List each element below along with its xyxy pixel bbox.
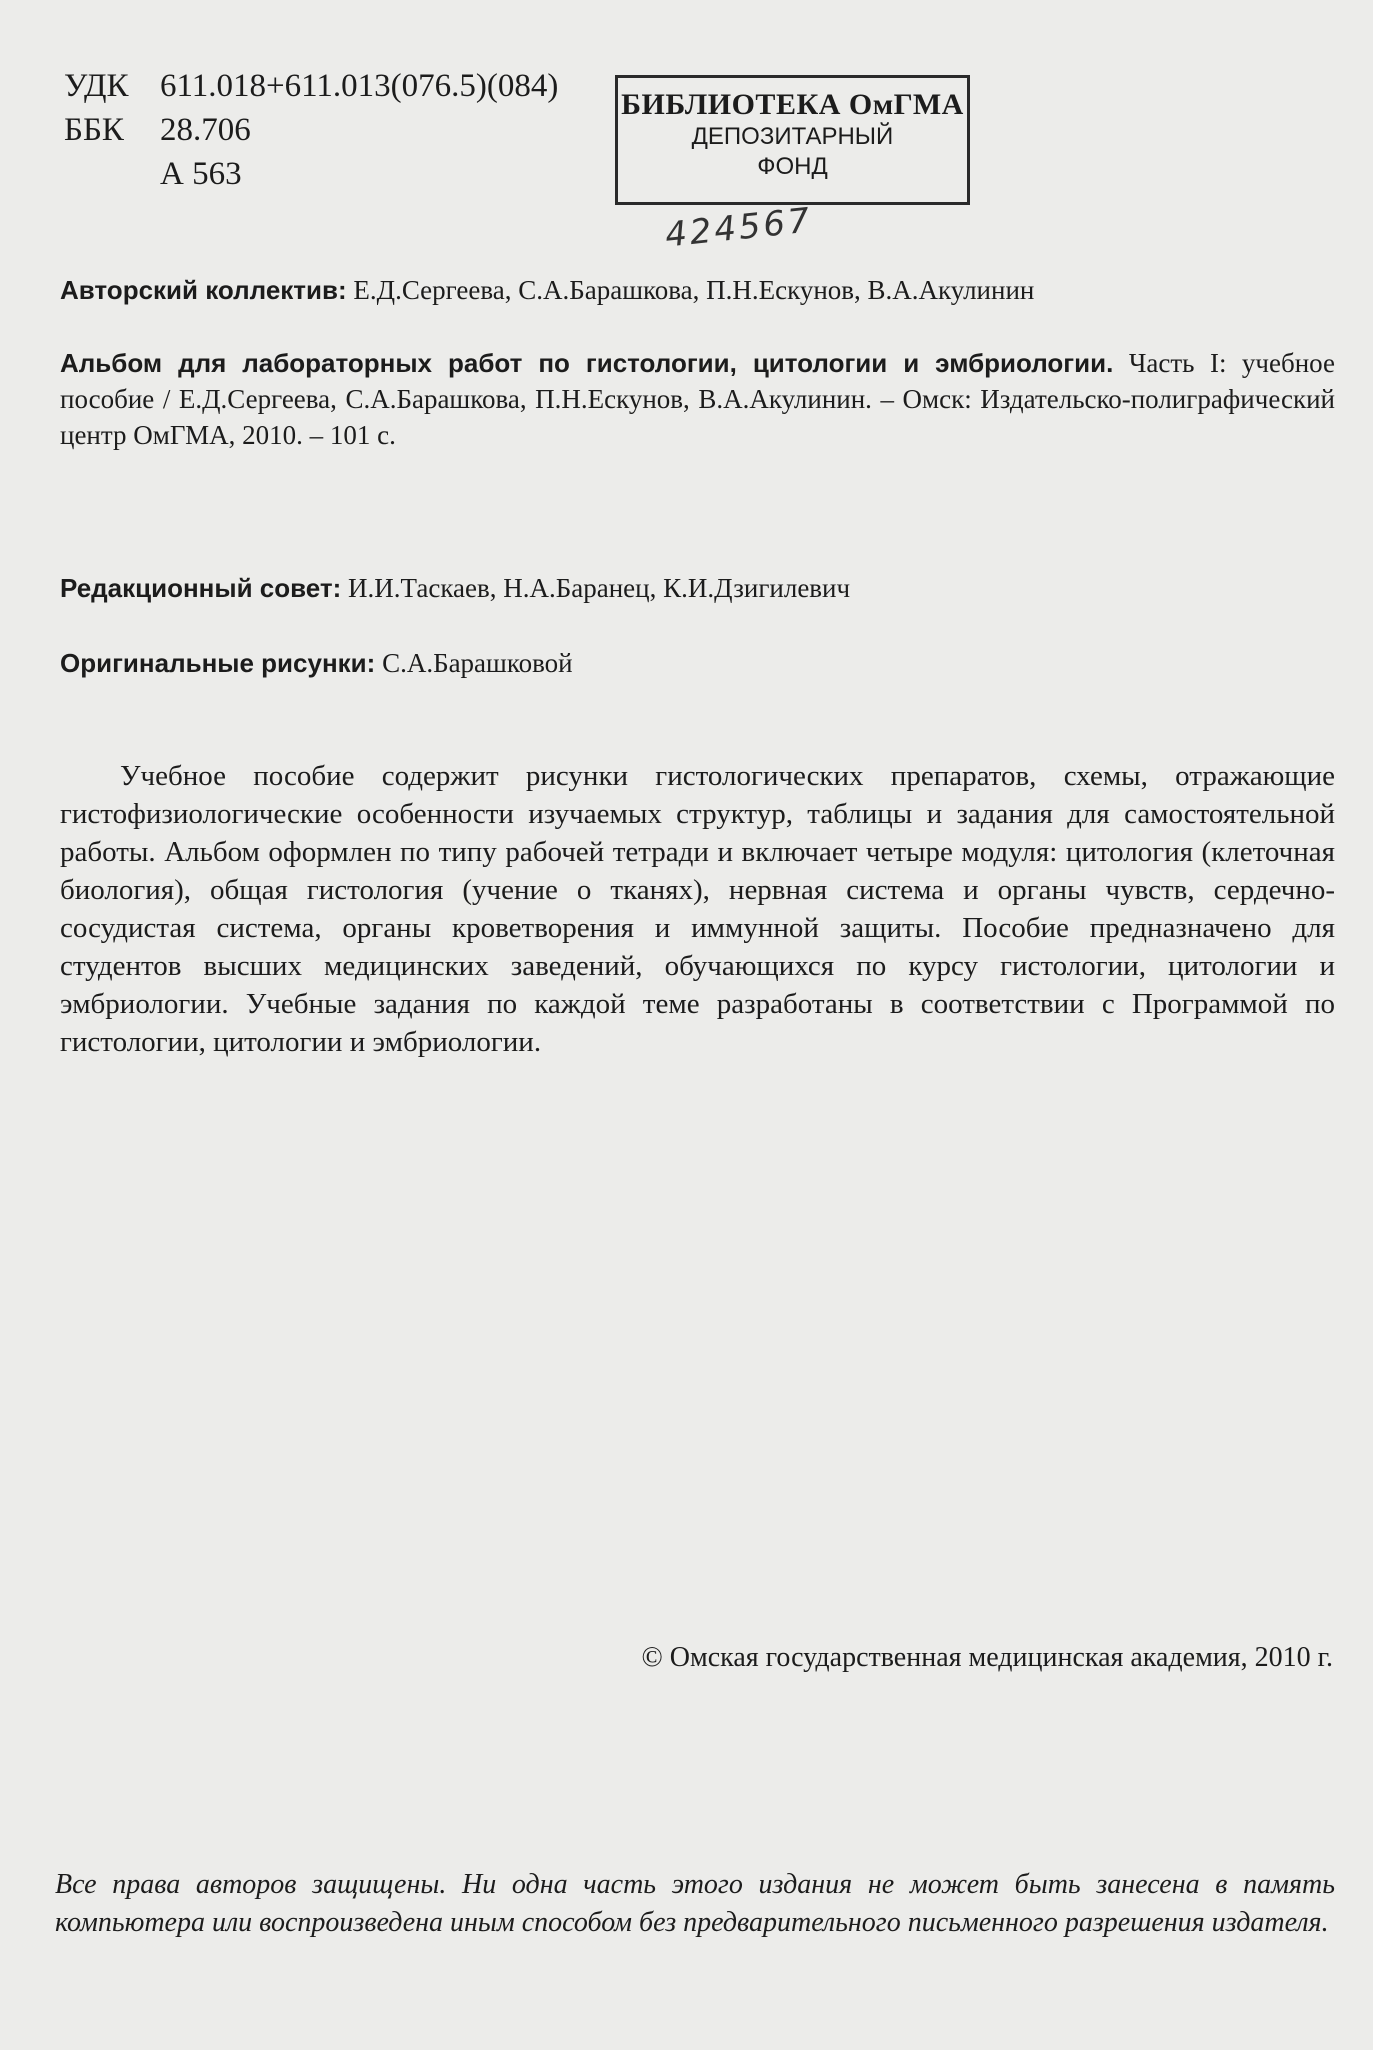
authors-line (60, 272, 1335, 308)
bibliographic-rest: Часть I: учебное пособие / Е.Д.Сергеева, С.А.Барашкова, П.Н.Ескунов, В.А.Акулинин. – Омск: Издательско-полиграфический центр ОмГМА, 2010. – 101 с. (60, 348, 1336, 450)
book-title: Альбом для лабораторных работ по гистологии, цитологии и эмбриологии. (60, 348, 1114, 378)
author-mark: А 563 (160, 156, 242, 192)
library-stamp (615, 75, 970, 205)
handwritten-inventory-number: 424567 (663, 200, 815, 256)
bbk-label: ББК (64, 112, 124, 148)
stamp-line: ДЕПОЗИТАРНЫЙ (691, 123, 894, 150)
authors-label: Авторский коллектив: (60, 275, 347, 305)
stamp-title: БИБЛИОТЕКА ОмГМА (621, 88, 964, 121)
editorial-board-names: И.И.Таскаев, Н.А.Баранец, К.И.Дзигилевич (348, 573, 851, 603)
copyright-notice: © Омская государственная медицинская академия, 2010 г. (641, 1642, 1333, 1673)
original-drawings-line (60, 645, 1335, 681)
classification-codes (64, 64, 558, 196)
bbk-value: 28.706 (160, 112, 251, 148)
editorial-board-line (60, 570, 1335, 606)
original-drawings-names: С.А.Барашковой (382, 648, 573, 678)
original-drawings-label: Оригинальные рисунки: (60, 648, 376, 678)
editorial-board-label: Редакционный совет: (60, 573, 342, 603)
author-mark-row (64, 152, 558, 196)
bibliographic-description (60, 345, 1335, 453)
bbk-row (64, 108, 558, 152)
abstract-paragraph: Учебное пособие содержит рисунки гистологических препаратов, схемы, отражающие гистофизиологические особенности изучаемых структур, таблицы и задания для самостоятельной работы. Альбом оформлен по типу рабочей тетради и включает четыре модуля: цитология (клеточная биология), общая гистология (учение о тканях), нервная система и органы чувств, сердечно-сосудистая система, органы кроветворения и иммунной защиты. Пособие предназначено для студентов высших медицинских заведений, обучающихся по курсу гистологии, цитологии и эмбриологии. Учебные задания по каждой теме разработаны в соответствии с Программой по гистологии, цитологии и эмбриологии. (60, 760, 1335, 1058)
rights-notice: Все права авторов защищены. Ни одна часть этого издания не может быть занесена в память компьютера или воспроизведена иным способом без предварительного письменного разрешения издателя. (55, 1869, 1335, 1938)
udk-value: 611.018+611.013(076.5)(084) (160, 68, 559, 104)
udk-row (64, 64, 558, 108)
authors-names: Е.Д.Сергеева, С.А.Барашкова, П.Н.Ескунов, В.А.Акулинин (353, 275, 1035, 305)
stamp-line: ФОНД (757, 153, 828, 180)
udk-label: УДК (64, 68, 129, 104)
